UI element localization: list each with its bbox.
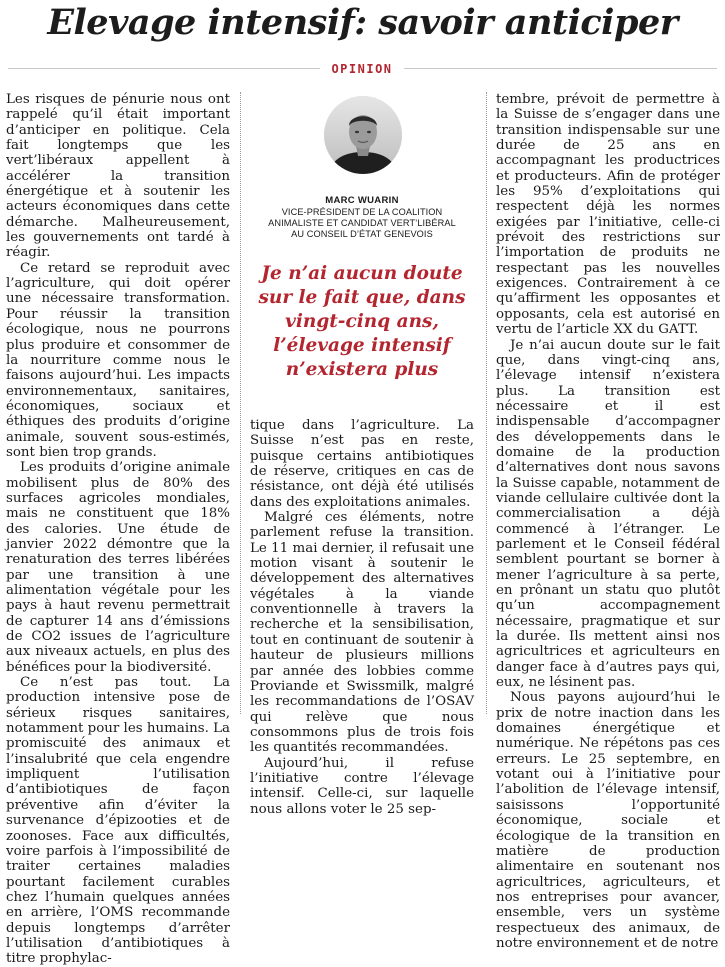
article-column-2 [250,418,474,817]
section-divider [0,60,725,78]
article-column-3 [496,92,720,951]
article-column-1 [6,92,230,967]
column-separator [486,92,487,714]
author-portrait-icon [324,96,402,174]
author-name: MARC WUARIN [325,195,399,206]
divider-line-left [8,68,320,69]
divider-line-right [404,68,717,69]
paragraph: Ce n’est pas tout. La production intensive pose de sérieux risques sanitaires, notamment pour les humains. La promiscuité des animaux et l’insalubrité que cela engendre impliquent l’utilisation d’antibiotiques de façon préventive afin d’éviter la survenance d’épizooties et de zoonoses. Face aux difficultés, voire parfois à l’impossibilité de traiter certaines maladies pourtant facilement curables chez l’humain quelques années en arrière, l’OMS recommande depuis longtemps d’arrêter l’utilisation d’antibiotiques à titre prophylac- [6,675,230,967]
paragraph: Malgré ces éléments, notre parlement refuse la transition. Le 11 mai dernier, il refusait une motion visant à soutenir le développement des alternatives végétales à la viande conventionnelle à travers la recherche et la sensibilisation, tout en continuant de soutenir à hauteur de plusieurs millions par année des lobbies comme Proviande et Swissmilk, malgré les recommandations de l’OSAV qui relève que nous consommons plus de trois fois les quantités recommandées. [250,510,474,756]
section-label: OPINION [331,62,393,76]
paragraph: Les produits d’origine animale mobilisent plus de 80% des surfaces agricoles mondiales, mais ne constituent que 18% des calories. Une étude de janvier 2022 démontre que la renaturation des terres libérées par une transition à une alimentation végétale pour les pays à haut revenu permettrait de capturer 14 ans d’émissions de CO2 issues de l’agriculture aux niveaux actuels, en plus des bénéfices pour la biodiversité. [6,460,230,675]
author-role-line: AU CONSEIL D’ÉTAT GENEVOIS [291,229,433,239]
pull-quote: Je n’ai aucun doute sur le fait que, dans vingt-cinq ans, l’élevage intensif n’existera plus [258,263,466,380]
author-byline [250,195,474,240]
headline: Elevage intensif: savoir anticiper [47,2,678,43]
paragraph: tique dans l’agriculture. La Suisse n’est pas en reste, puisque certains antibiotiques de réserve, critiques en cas de résistance, ont déjà été utilisés dans des exploitations animales. [250,418,474,510]
paragraph: tembre, prévoit de permettre à la Suisse de s’engager dans une transition indispensable sur une durée de 25 ans en accompagnant les productrices et producteurs. Afin de protéger les 95% d’exploitations qui respectent déjà les normes exigées par l’initiative, celle-ci prévoit des restrictions sur l’importation de produits ne respectant pas les nouvelles exigences. Contrairement à ce qu’affirment les opposantes et opposants, cela est autorisé en vertu de l’article XX du GATT. [496,92,720,338]
author-role-line: ANIMALISTE ET CANDIDAT VERT’LIBÉRAL [268,218,456,228]
paragraph: Je n’ai aucun doute sur le fait que, dans vingt-cinq ans, l’élevage intensif n’existera plus. La transition est nécessaire et il est indispensable d’accompagner des développements dans le domaine de la production d’alternatives dont nous savons la Suisse capable, notamment de viande cellulaire cultivée dont la commercialisation a déjà commencé à l’étranger. Le parlement et le Conseil fédéral semblent pourtant se borner à mener l’agriculture à sa perte, en prônant un statu quo plutôt qu’un accompagnement nécessaire, pragmatique et sur la durée. Ils mettent ainsi nos agricultrices et agriculteurs en danger face à d’autres pays qui, eux, ne lésinent pas. [496,337,720,691]
author-portrait [324,96,402,174]
author-role-line: VICE-PRÉSIDENT DE LA COALITION [281,207,443,217]
paragraph: Les risques de pénurie nous ont rappelé qu’il était important d’anticiper en politique. Cela fait longtemps que les vert’libéraux appellent à accélérer la transition énergétique et à soutenir les acteurs économiques dans cette démarche. Malheureusement, les gouvernements ont tardé à réagir. [6,92,230,261]
paragraph: Ce retard se reproduit avec l’agriculture, qui doit opérer une nécessaire transformation. Pour réussir la transition écologique, nous ne pourrons plus produire et consommer de la nourriture comme nous le faisons aujourd’hui. Les impacts environnementaux, sanitaires, économiques, sociaux et éthiques des produits d’origine animale, souvent sous-estimés, sont bien trop grands. [6,260,230,460]
paragraph: Nous payons aujourd’hui le prix de notre inaction dans les domaines énergétique et numérique. Ne répétons pas ces erreurs. Le 25 septembre, en votant oui à l’initiative pour l’abolition de l’élevage intensif, saisissons l’opportunité économique, sociale et écologique de la transition en matière de production alimentaire en soutenant nos agricultrices, agriculteurs, et nos entreprises pour avancer, ensemble, vers un système respectueux des animaux, de notre environnement et de notre [496,690,720,951]
paragraph: Aujourd’hui, il refuse l’initiative contre l’élevage intensif. Celle-ci, sur laquelle nous allons voter le 25 sep- [250,755,474,817]
column-separator [240,92,241,714]
